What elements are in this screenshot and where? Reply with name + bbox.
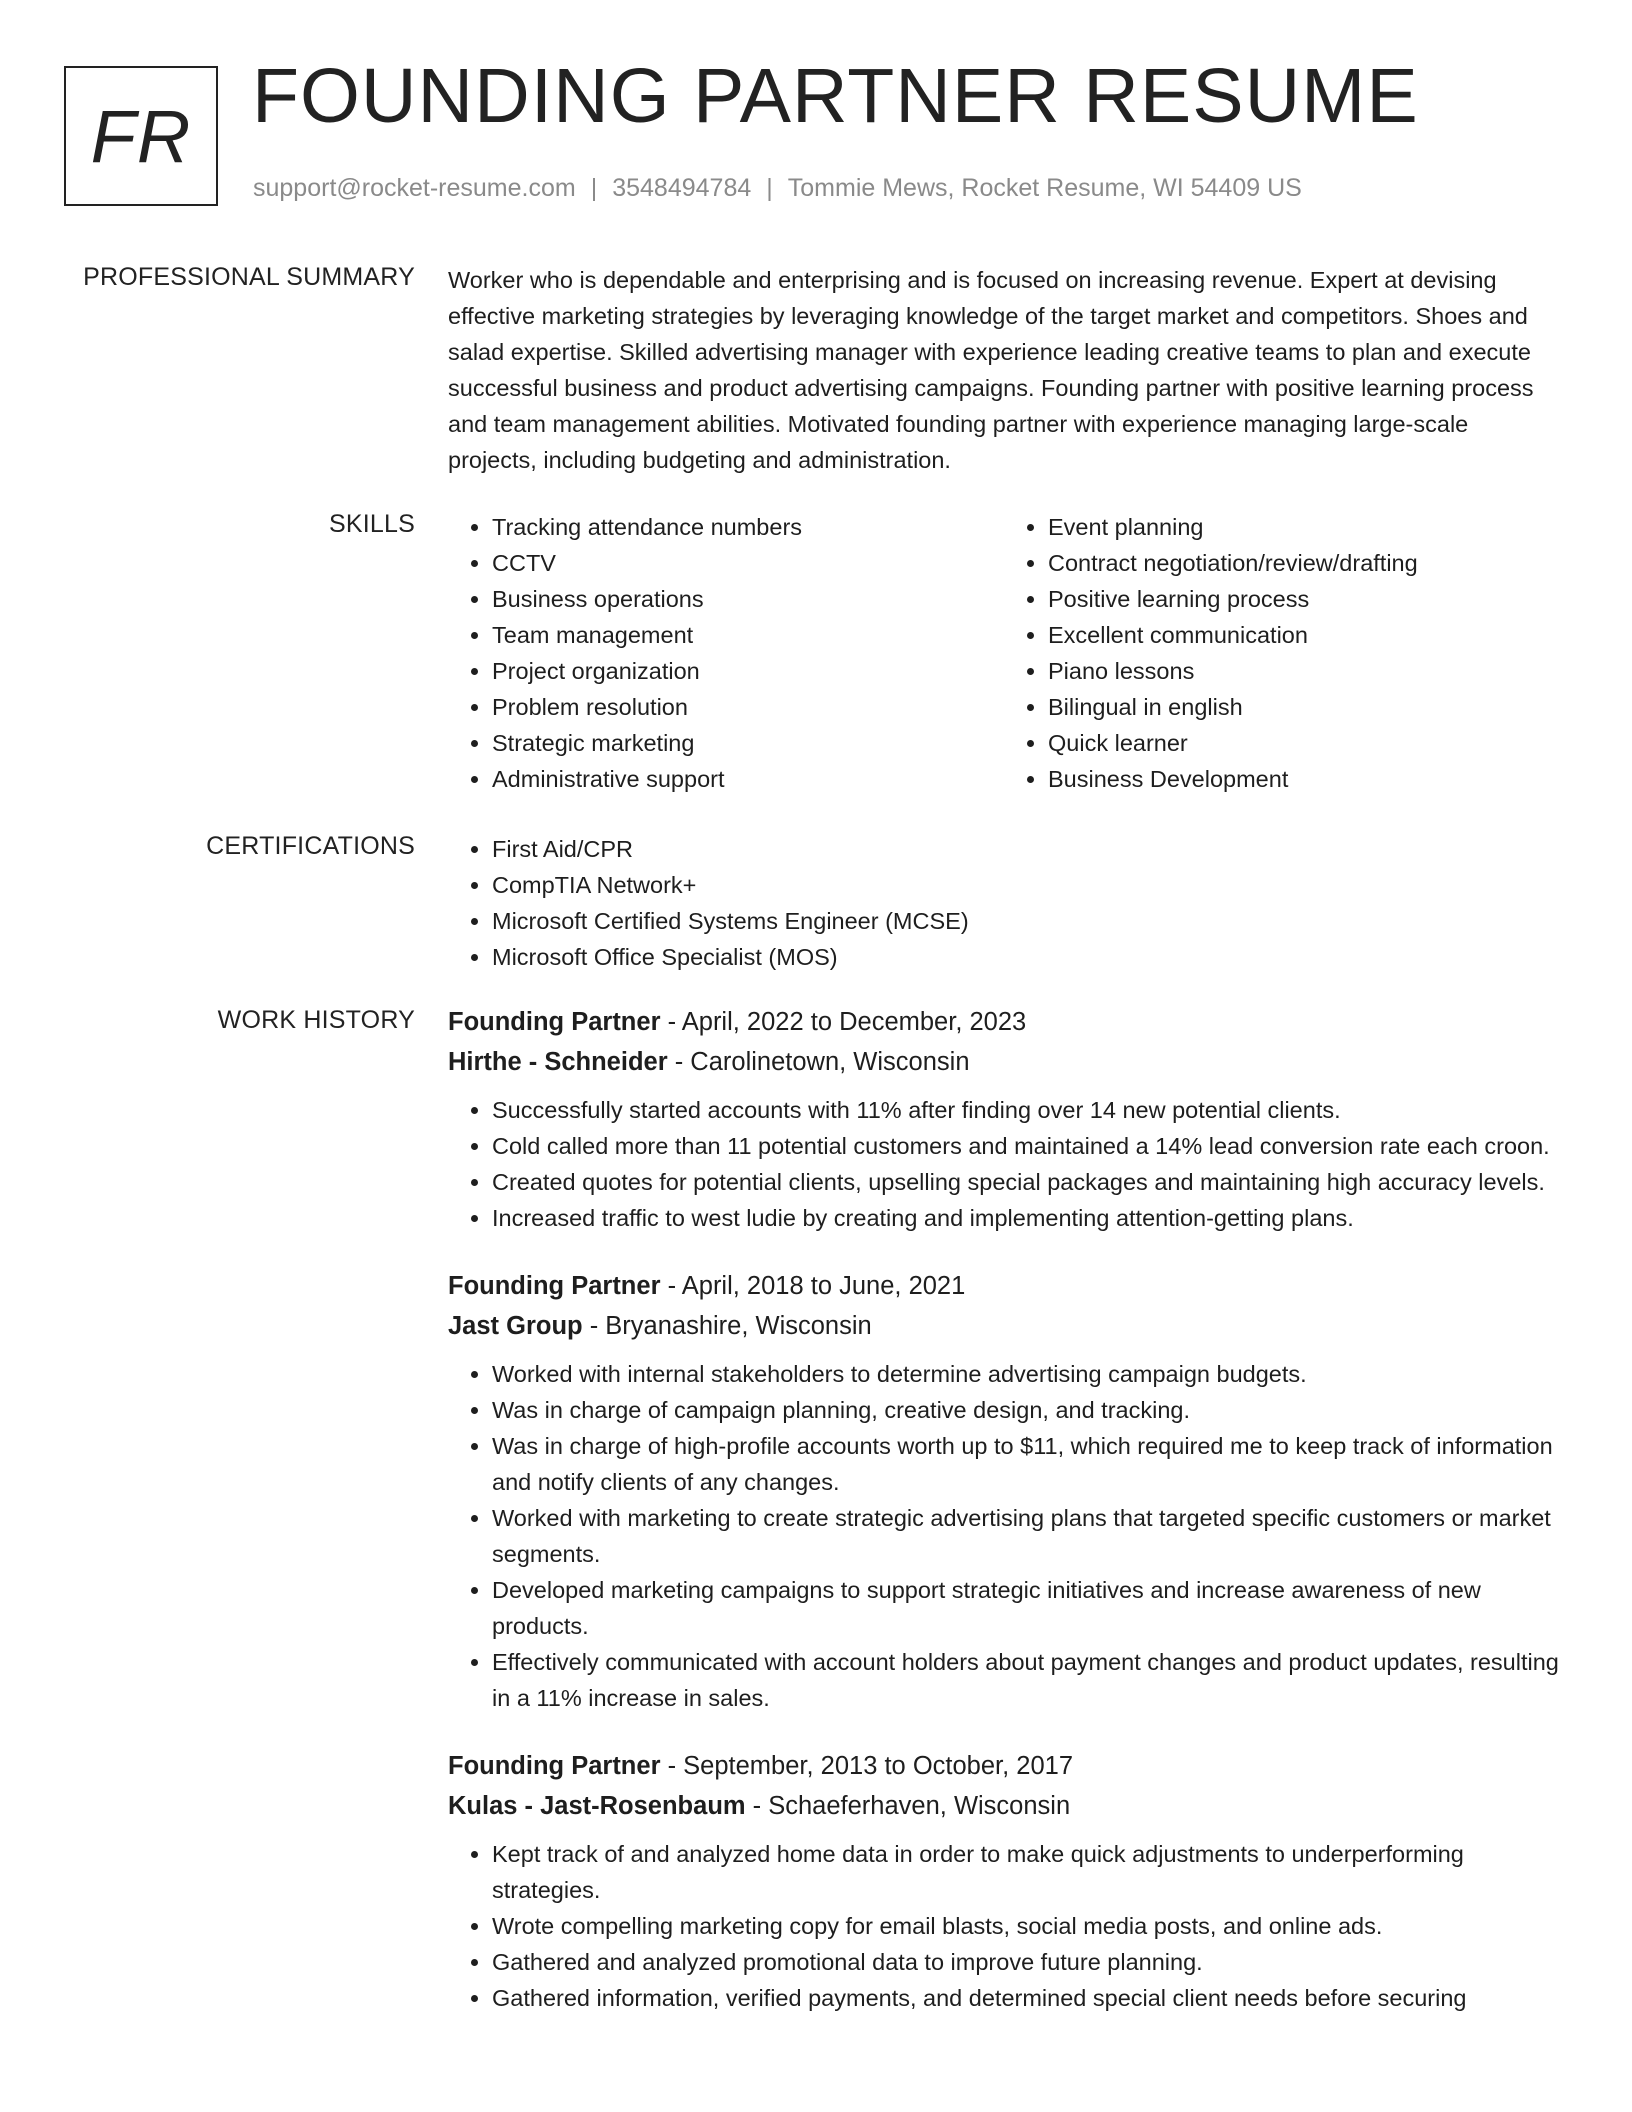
job-dates: - April, 2022 to December, 2023 (660, 1008, 1027, 1036)
job-bullet: • Successfully started accounts with 11% after finding over 14 new potential clients. (492, 1092, 1560, 1128)
job-company-line (448, 1306, 1560, 1346)
job-location: - Schaeferhaven, Wisconsin (745, 1792, 1071, 1820)
job-location: - Bryanashire, Wisconsin (582, 1312, 872, 1340)
job-bullets (448, 1356, 1560, 1716)
section-label-certifications: CERTIFICATIONS (206, 832, 415, 860)
skill-item: • CCTV (492, 545, 1004, 581)
certifications-list (448, 831, 1560, 975)
job-location: - Carolinetown, Wisconsin (667, 1048, 970, 1076)
work-body (448, 1002, 1560, 2016)
job-company: Jast Group (448, 1312, 583, 1340)
certifications-body (448, 831, 1560, 975)
job-bullet: • Was in charge of high-profile accounts worth up to $11, which required me to keep track of information and notify clients of any changes. (492, 1428, 1560, 1500)
skill-item: • Bilingual in english (1048, 689, 1560, 725)
skill-item: • Problem resolution (492, 689, 1004, 725)
section-label-skills: SKILLS (329, 510, 415, 538)
job-bullet: • Gathered information, verified payments, and determined special client needs before securing (492, 1980, 1560, 2016)
contact-phone[interactable]: 3548494784 (612, 174, 752, 202)
summary-body (448, 262, 1560, 478)
skill-item: • Contract negotiation/review/drafting (1048, 545, 1560, 581)
contact-address: Tommie Mews, Rocket Resume, WI 54409 US (787, 174, 1302, 202)
certification-item: • First Aid/CPR (492, 831, 1560, 867)
job-company: Kulas - Jast-Rosenbaum (448, 1792, 746, 1820)
resume-header (0, 0, 1632, 240)
job-title-line (448, 1746, 1560, 1786)
job-bullet: • Cold called more than 11 potential customers and maintained a 14% lead conversion rate each croon. (492, 1128, 1560, 1164)
job-bullet: • Developed marketing campaigns to support strategic initiatives and increase awareness of new products. (492, 1572, 1560, 1644)
job-company-line (448, 1042, 1560, 1082)
certification-item: • Microsoft Office Specialist (MOS) (492, 939, 1560, 975)
skills-list-right (1004, 509, 1560, 797)
skill-item: • Positive learning process (1048, 581, 1560, 617)
certification-item: • CompTIA Network+ (492, 867, 1560, 903)
monogram-badge: FR (64, 66, 218, 206)
job-dates: - September, 2013 to October, 2017 (660, 1752, 1074, 1780)
contact-line (253, 176, 1302, 201)
skill-item: • Project organization (492, 653, 1004, 689)
job-bullet: • Kept track of and analyzed home data in order to make quick adjustments to underperforming strategies. (492, 1836, 1560, 1908)
section-label-work: WORK HISTORY (217, 1006, 415, 1034)
job-bullet: • Created quotes for potential clients, upselling special packages and maintaining high accuracy levels. (492, 1164, 1560, 1200)
job-title: Founding Partner (448, 1272, 661, 1300)
contact-separator: | (590, 174, 598, 202)
skill-item: • Business operations (492, 581, 1004, 617)
section-label-summary: PROFESSIONAL SUMMARY (83, 263, 415, 291)
job-title: Founding Partner (448, 1008, 661, 1036)
job-bullet: • Worked with marketing to create strategic advertising plans that targeted specific customers or market segments. (492, 1500, 1560, 1572)
skill-item: • Strategic marketing (492, 725, 1004, 761)
skill-item: • Excellent communication (1048, 617, 1560, 653)
summary-text: Worker who is dependable and enterprising and is focused on increasing revenue. Expert at devising effective marketing strategies by leveraging knowledge of the target market and competitors. Shoes and salad expertise. Skilled advertising manager with experience leading creative teams to plan and execute successful business and product advertising campaigns. Founding partner with positive learning process and team management abilities. Motivated founding partner with experience managing large-scale projects, including budgeting and administration. (448, 267, 1534, 473)
job-entry (448, 1746, 1560, 2016)
skills-body (448, 509, 1560, 797)
skills-list-left (448, 509, 1004, 797)
job-bullet: • Worked with internal stakeholders to determine advertising campaign budgets. (492, 1356, 1560, 1392)
job-entry (448, 1266, 1560, 1716)
job-bullet: • Gathered and analyzed promotional data to improve future planning. (492, 1944, 1560, 1980)
job-bullet: • Increased traffic to west ludie by creating and implementing attention-getting plans. (492, 1200, 1560, 1236)
skill-item: • Team management (492, 617, 1004, 653)
contact-separator: | (766, 174, 773, 202)
job-company: Hirthe - Schneider (448, 1048, 668, 1076)
job-title: Founding Partner (448, 1752, 661, 1780)
job-bullet: • Wrote compelling marketing copy for email blasts, social media posts, and online ads. (492, 1908, 1560, 1944)
certification-item: • Microsoft Certified Systems Engineer (MCSE) (492, 903, 1560, 939)
job-bullets (448, 1092, 1560, 1236)
skill-item: • Piano lessons (1048, 653, 1560, 689)
skill-item: • Business Development (1048, 761, 1560, 797)
job-bullets (448, 1836, 1560, 2016)
job-bullet: • Effectively communicated with account holders about payment changes and product updates, resulting in a 11% increase in sales. (492, 1644, 1560, 1716)
skill-item: • Event planning (1048, 509, 1560, 545)
job-title-line (448, 1002, 1560, 1042)
job-company-line (448, 1786, 1560, 1826)
skill-item: • Administrative support (492, 761, 1004, 797)
resume-title: FOUNDING PARTNER RESUME (252, 53, 1419, 139)
skill-item: • Tracking attendance numbers (492, 509, 1004, 545)
job-bullet: • Was in charge of campaign planning, creative design, and tracking. (492, 1392, 1560, 1428)
contact-email[interactable]: support@rocket-resume.com (253, 174, 576, 202)
job-entry (448, 1002, 1560, 1236)
skill-item: • Quick learner (1048, 725, 1560, 761)
job-title-line (448, 1266, 1560, 1306)
job-dates: - April, 2018 to June, 2021 (660, 1272, 966, 1300)
